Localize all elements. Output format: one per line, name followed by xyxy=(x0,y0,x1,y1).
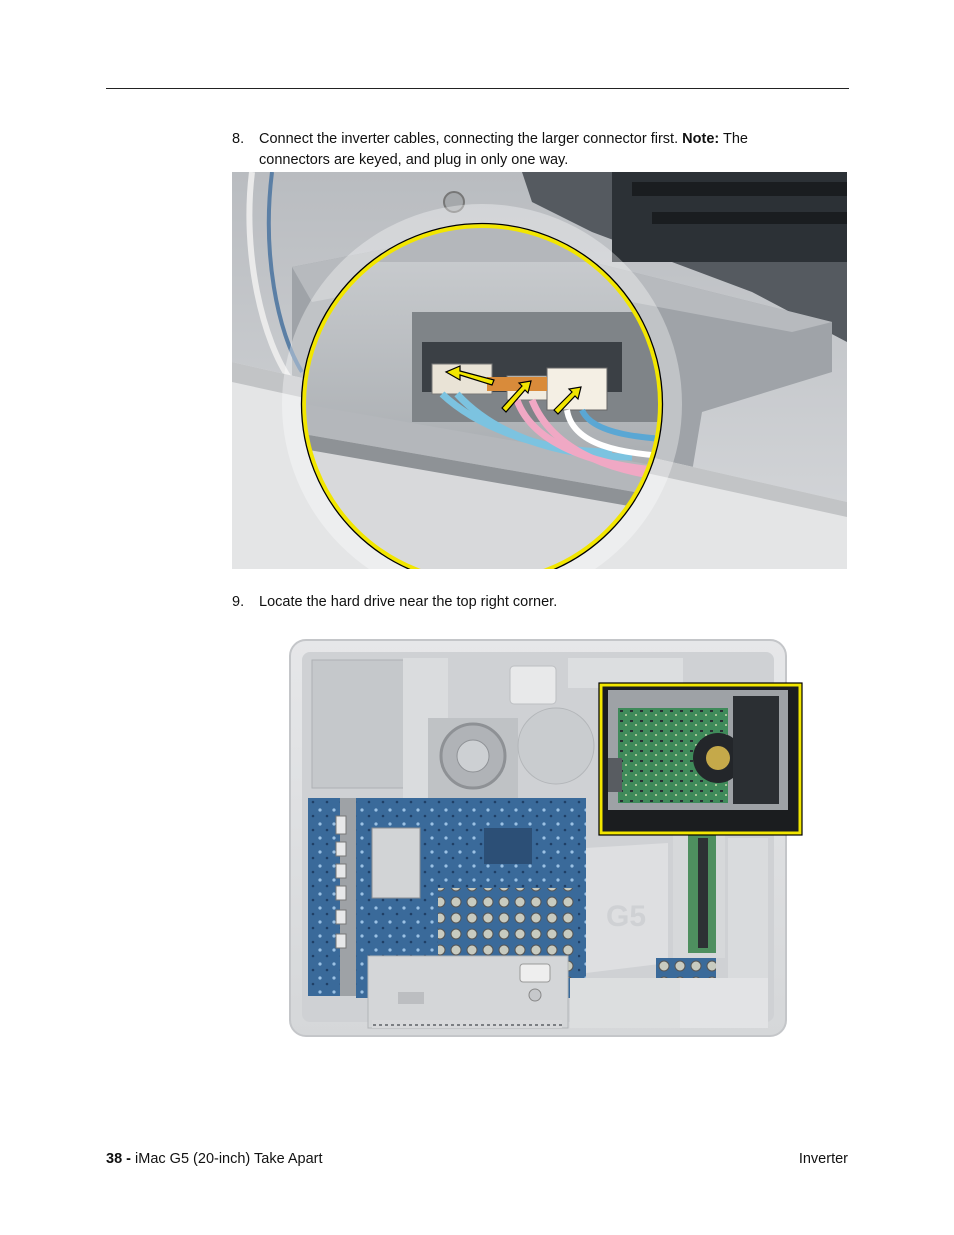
step-9-number: 9. xyxy=(232,594,245,610)
inverter-cables-photo xyxy=(232,172,847,569)
header-rule xyxy=(106,88,849,89)
imac-interior-photo xyxy=(288,638,804,1040)
footer-left xyxy=(106,1151,323,1167)
footer-section: Inverter xyxy=(798,1151,848,1167)
page-number: 38 - xyxy=(106,1151,131,1167)
inverter-cables-illustration xyxy=(232,172,847,569)
step-9-text: Locate the hard drive near the top right corner. xyxy=(259,594,558,610)
step-8-text xyxy=(259,129,829,171)
step-8-number: 8. xyxy=(232,131,245,147)
g5-logo-text: G5 xyxy=(606,900,647,933)
step-8-text-part1: Connect the inverter cables, connecting the larger connector first. xyxy=(259,131,683,147)
note-label: Note: xyxy=(682,131,720,147)
imac-interior-illustration xyxy=(288,638,804,1040)
step-8 xyxy=(232,129,832,173)
step-9 xyxy=(232,592,832,614)
step-8-text-line2: connectors are keyed, and plug in only one way. xyxy=(259,152,569,168)
doc-title: iMac G5 (20-inch) Take Apart xyxy=(135,1151,323,1167)
step-8-text-part2: The xyxy=(719,131,748,147)
